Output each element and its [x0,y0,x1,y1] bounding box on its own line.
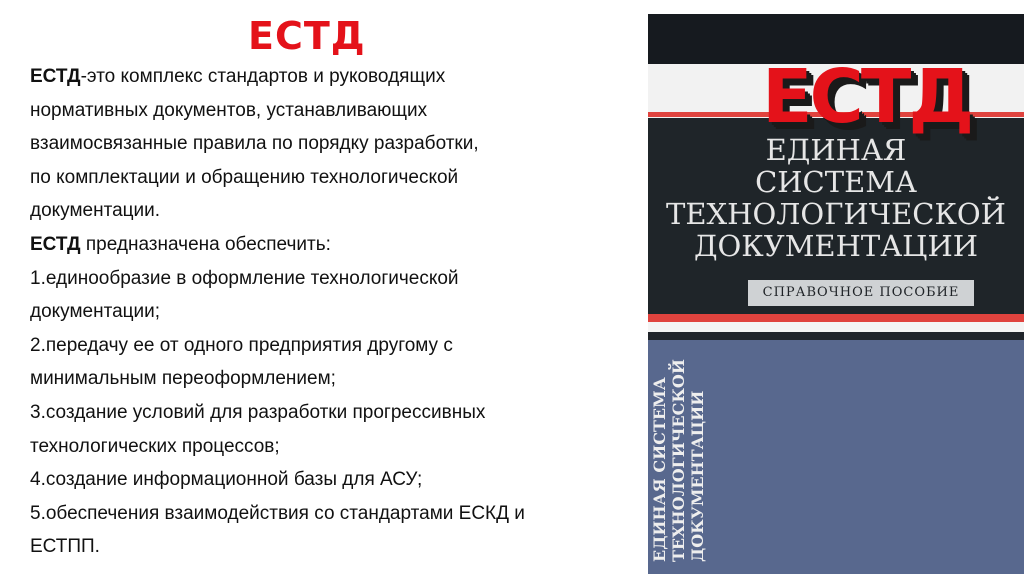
cover-white-stripe [648,322,1024,332]
book-cover [648,14,1024,574]
definition-line: документации. [30,200,161,222]
list-line: 5.обеспечения взаимодействия со стандартами ЕСКД и [30,502,525,524]
cover-red-stripe [648,314,1024,322]
list-line: технологических процессов; [30,435,280,457]
cover-title-line: ТЕХНОЛОГИЧЕСКОЙ [666,197,1006,231]
definition-line: нормативных документов, устанавливающих [30,99,428,121]
definition-line: по комплектации и обращению технологической [30,166,459,188]
list-line: 2.передачу ее от одного предприятия другому с [30,334,453,356]
definition-line [30,60,620,94]
spine-line: ЕДИНАЯ СИСТЕМА [650,377,669,562]
list-line: 4.создание информационной базы для АСУ; [30,469,423,491]
cover-spine-text [650,332,707,562]
list-line: 3.создание условий для разработки прогрессивных [30,401,486,423]
purpose-text: предназначена обеспечить: [80,233,331,255]
term-bold: ЕСТД [30,233,81,255]
spine-line: ТЕХНОЛОГИЧЕСКОЙ ДОКУМЕНТАЦИИ [669,359,707,562]
body-text [30,60,620,564]
cover-title-line: ЕДИНАЯ [765,133,907,167]
cover-logo: ЕСТД [762,54,972,140]
definition-text: -это комплекс стандартов и руководящих [80,66,446,87]
term-bold: ЕСТД [30,66,81,87]
cover-title [648,134,1024,262]
list-line: ЕСТПП. [30,536,100,558]
list-line: минимальным переоформлением; [30,368,336,390]
list-line: документации; [30,301,161,323]
definition-line: взаимосвязанные правила по порядку разработки, [30,133,479,155]
cover-subtitle: СПРАВОЧНОЕ ПОСОБИЕ [748,280,974,306]
slide-title: ЕСТД [248,14,366,58]
purpose-line [30,228,620,262]
cover-title-line: СИСТЕМА [755,165,917,199]
list-line: 1.единообразие в оформление технологической [30,267,459,289]
cover-title-line: ДОКУМЕНТАЦИИ [693,229,979,263]
